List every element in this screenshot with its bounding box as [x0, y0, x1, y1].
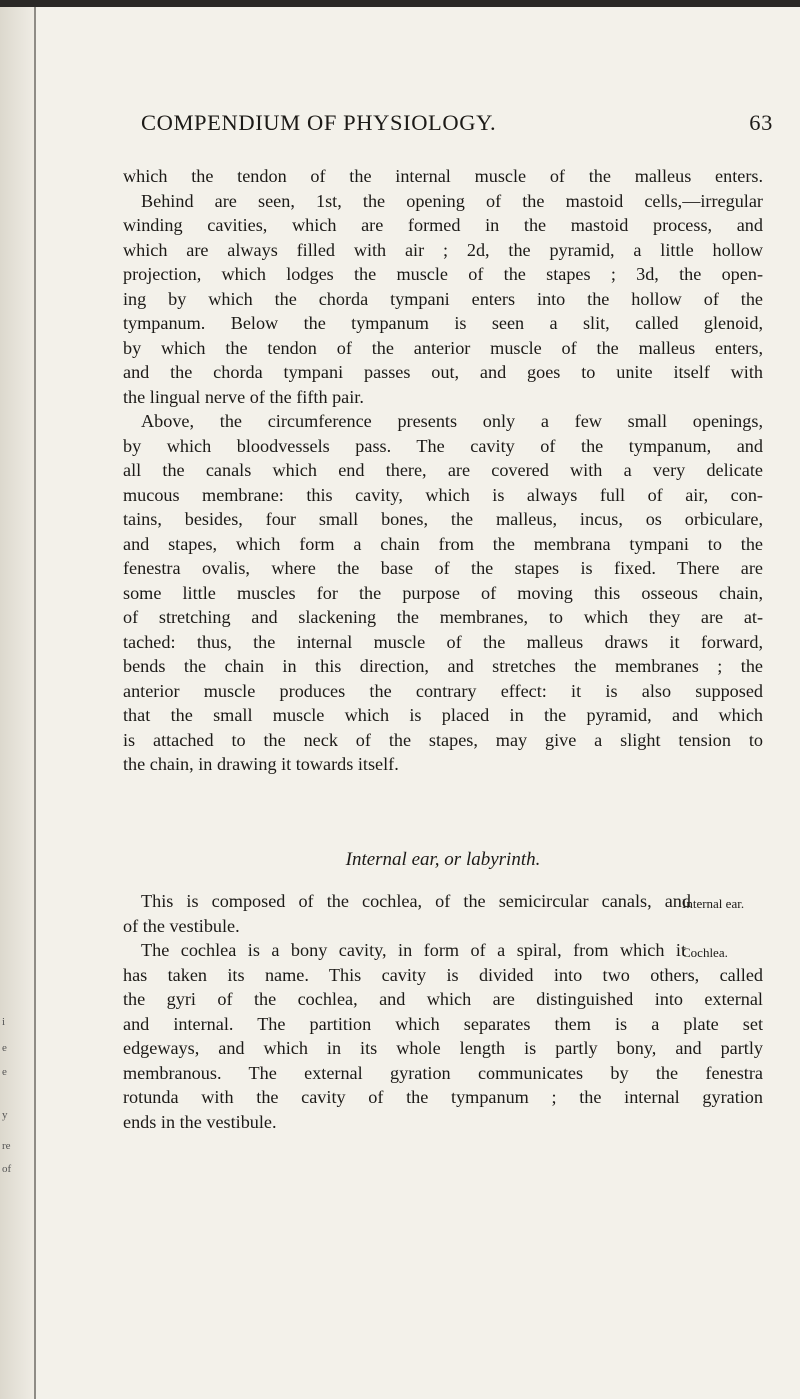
- margin-bleed-letter: y: [2, 1109, 8, 1121]
- text-line: Behind are seen, 1st, the opening of the mastoid cells,—irregular: [141, 190, 763, 211]
- margin-bleed-letter: of: [2, 1163, 12, 1175]
- text-line: and stapes, which form a chain from the membrana tympani to the: [123, 533, 763, 554]
- text-line: which are always filled with air ; 2d, the pyramid, a little hollow: [123, 239, 763, 260]
- text-line: the gyri of the cochlea, and which are distinguished into external: [123, 989, 763, 1009]
- text-line: has taken its name. This cavity is divided into two others, called: [123, 964, 763, 985]
- text-line: tached: thus, the internal muscle of the malleus draws it forward,: [123, 631, 763, 652]
- binding-gutter: [0, 7, 34, 1399]
- text-line: anterior muscle produces the contrary effect: it is also supposed: [123, 680, 763, 701]
- text-line: the lingual nerve of the fifth pair.: [123, 386, 364, 407]
- text-line: by which the tendon of the anterior muscle of the malleus enters,: [123, 337, 763, 358]
- section-heading: Internal ear, or labyrinth.: [345, 849, 541, 870]
- margin-bleed-letter: e: [2, 1066, 7, 1078]
- text-line: of the vestibule.: [123, 915, 240, 936]
- text-line: This is composed of the cochlea, of the semicircular canals, and: [141, 891, 691, 911]
- text-line: winding cavities, which are formed in the mastoid process, and: [123, 215, 763, 235]
- margin-bleed-letter: re: [2, 1140, 11, 1152]
- text-line: mucous membrane: this cavity, which is always full of air, con-: [123, 484, 763, 505]
- text-line: and the chorda tympani passes out, and goes to unite itself with: [123, 362, 763, 382]
- margin-bleed-letter: e: [2, 1042, 7, 1054]
- text-line: is attached to the neck of the stapes, may give a slight tension to: [123, 729, 763, 750]
- margin-note-cochlea: Cochlea.: [682, 945, 728, 960]
- text-line: bends the chain in this direction, and stretches the membranes ; the: [123, 656, 763, 676]
- margin-bleed-letter: i: [2, 1016, 6, 1028]
- text-line: fenestra ovalis, where the base of the stapes is fixed. There are: [123, 558, 763, 578]
- body-text-lower: [123, 889, 763, 1134]
- text-line: by which bloodvessels pass. The cavity of the tympanum, and: [123, 435, 763, 456]
- text-line: of stretching and slackening the membranes, to which they are at-: [123, 607, 763, 627]
- text-line: ends in the vestibule.: [123, 1111, 277, 1132]
- text-line: edgeways, and which in its whole length is partly bony, and partly: [123, 1038, 763, 1058]
- binding-line: [34, 7, 36, 1399]
- text-line: Above, the circumference presents only a few small openings,: [141, 411, 763, 431]
- running-header: [103, 106, 773, 146]
- text-line: The cochlea is a bony cavity, in form of a spiral, from which it: [141, 940, 686, 960]
- text-line: the chain, in drawing it towards itself.: [123, 754, 399, 774]
- text-line: all the canals which end there, are covered with a very delicate: [123, 460, 763, 480]
- text-line: some little muscles for the purpose of moving this osseous chain,: [123, 582, 763, 603]
- text-line: and internal. The partition which separates them is a plate set: [123, 1013, 763, 1034]
- text-line: rotunda with the cavity of the tympanum ; the internal gyration: [123, 1087, 763, 1107]
- page-number: 63: [749, 110, 773, 135]
- text-line: that the small muscle which is placed in the pyramid, and which: [123, 705, 763, 725]
- text-line: tains, besides, four small bones, the malleus, incus, os orbiculare,: [123, 509, 763, 529]
- text-line: ing by which the chorda tympani enters into the hollow of the: [123, 288, 763, 309]
- page-title: COMPENDIUM OF PHYSIOLOGY.: [141, 110, 497, 135]
- margin-note-internal-ear: Internal ear.: [682, 896, 745, 911]
- page-top-edge: [0, 0, 800, 7]
- text-line: projection, which lodges the muscle of the stapes ; 3d, the open-: [123, 264, 763, 284]
- text-line: tympanum. Below the tympanum is seen a slit, called glenoid,: [123, 313, 763, 333]
- text-line: which the tendon of the internal muscle of the malleus enters.: [123, 166, 763, 186]
- text-line: membranous. The external gyration communicates by the fenestra: [123, 1062, 763, 1083]
- body-text-upper: [123, 164, 763, 777]
